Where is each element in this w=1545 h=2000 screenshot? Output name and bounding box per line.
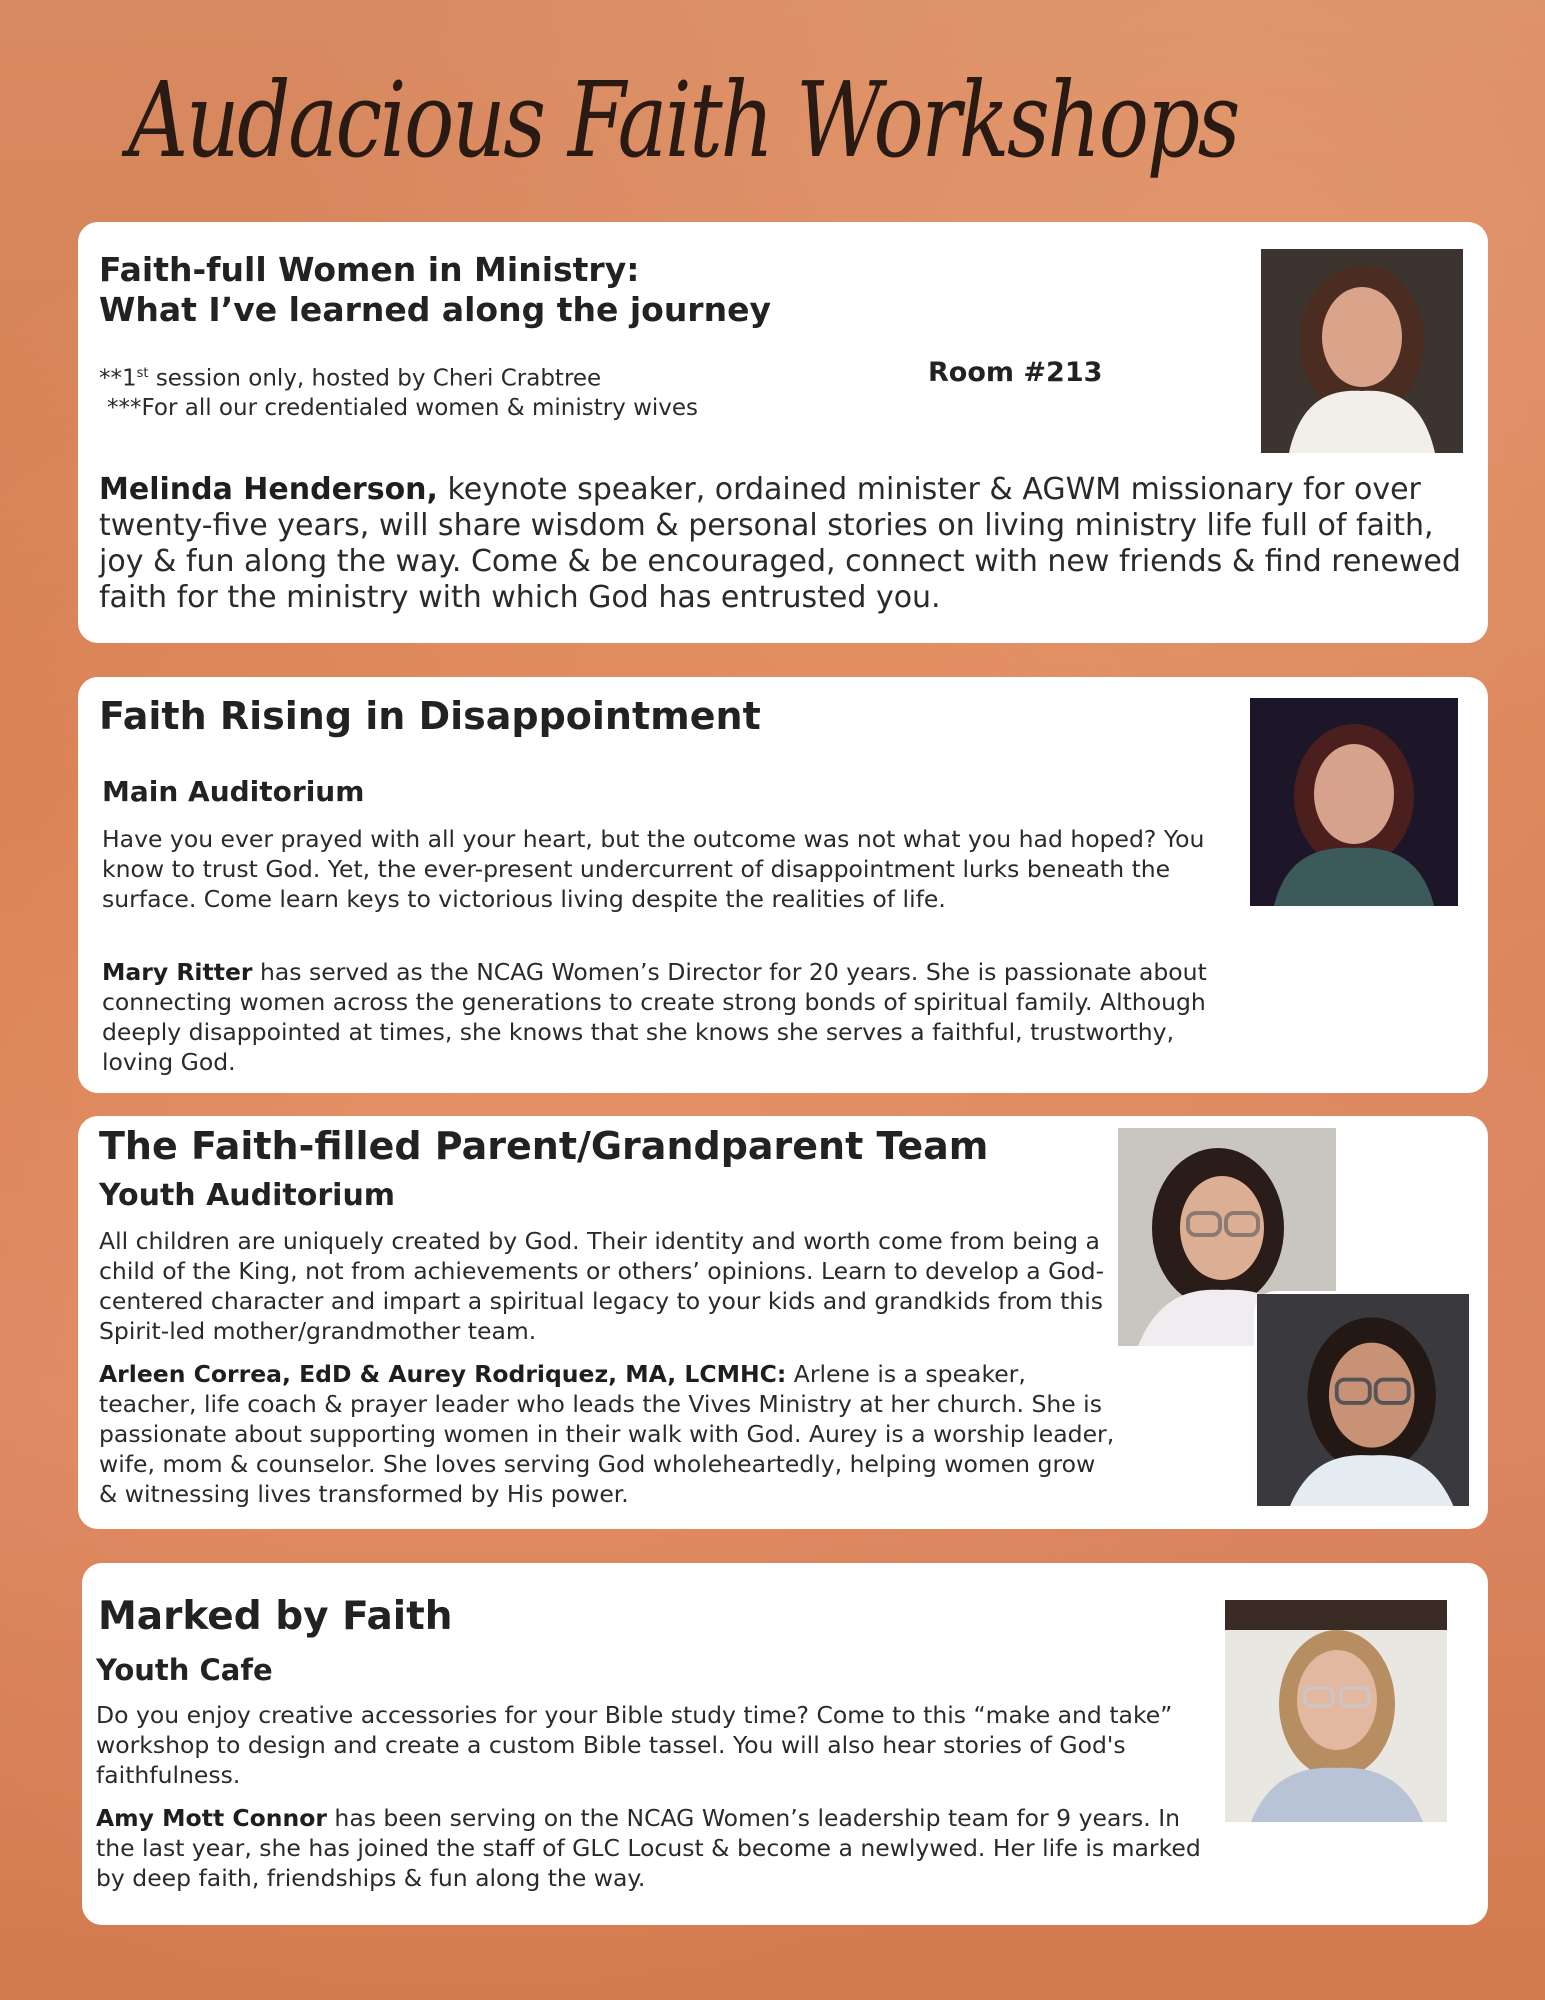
speaker-photo-amy bbox=[1225, 1600, 1447, 1822]
page-title bbox=[120, 28, 1270, 208]
workshop-description: Melinda Henderson, keynote speaker, ordained minister & AGWM missionary for over twenty-five years, will share wisdom & personal stories on living ministry life full of faith, joy & fun along the way. Come & be encouraged, connect with new friends & find renewed faith for the ministry with which God has entrusted you. bbox=[99, 472, 1461, 615]
workshop-card-1 bbox=[78, 222, 1488, 643]
speaker-bio: Arleen Correa, EdD & Aurey Rodriquez, MA, LCMHC: Arlene is a speaker, teacher, life coach & prayer leader who leads the Vives Ministry at her church. She is passionate about supporting women in their walk with God. Aurey is a worship leader, wife, mom & counselor. She loves serving God wholeheartedly, helping women grow & witnessing lives transformed by His power. bbox=[99, 1360, 1115, 1508]
speaker-name: Melinda Henderson, bbox=[99, 472, 438, 507]
portrait-icon bbox=[1261, 249, 1463, 453]
speaker-photo-melinda bbox=[1261, 249, 1463, 453]
workshop-description: Have you ever prayed with all your heart, but the outcome was not what you had hoped? You know to trust God. Yet, the ever-present undercurrent of disappointment lurks beneath the surface. Come learn keys to victorious living despite the realities of life. bbox=[102, 825, 1205, 913]
page-title-script bbox=[120, 28, 1270, 208]
workshop-description: All children are uniquely created by God. Their identity and worth come from being a child of the King, not from achievements or others’ opinions. Learn to develop a God-centered character and impart a spiritual legacy to your kids and grandkids from this Spirit-led mother/grandmother team. bbox=[99, 1227, 1105, 1345]
page-title-text: Audacious Faith Workshops bbox=[121, 59, 1238, 181]
workshop-title bbox=[99, 250, 771, 330]
speaker-name: Amy Mott Connor bbox=[96, 1804, 327, 1832]
workshop-card-3 bbox=[78, 1116, 1488, 1529]
workshop-description: Do you enjoy creative accessories for your Bible study time? Come to this “make and take” workshop to design and create a custom Bible tassel. You will also hear stories of God's faithfulness. bbox=[96, 1701, 1173, 1789]
portrait-icon bbox=[1225, 1600, 1447, 1822]
room-label: Room #213 bbox=[928, 357, 1103, 388]
workshop-title-line1: Faith-full Women in Ministry: bbox=[99, 250, 640, 289]
speaker-name: Arleen Correa, EdD & Aurey Rodriquez, MA, LCMHC: bbox=[99, 1360, 787, 1388]
location-label: Main Auditorium bbox=[102, 775, 365, 808]
workshop-title: Faith Rising in Disappointment bbox=[99, 694, 761, 738]
workshop-title: The Faith-filled Parent/Grandparent Team bbox=[99, 1124, 989, 1168]
workshop-title-line2: What I’ve learned along the journey bbox=[99, 290, 771, 329]
speaker-bio: Mary Ritter has served as the NCAG Women’s Director for 20 years. She is passionate about connecting women across the generations to create strong bonds of spiritual family. Although deeply disappointed at times, she knows that she knows she serves a faithful, trustworthy, loving God. bbox=[102, 958, 1207, 1076]
audience-note: ***For all our credentialed women & ministry wives bbox=[107, 394, 699, 421]
workshop-card-2 bbox=[78, 677, 1488, 1093]
location-label: Youth Auditorium bbox=[99, 1178, 396, 1213]
speaker-photo-aurey bbox=[1254, 1291, 1472, 1509]
speaker-name: Mary Ritter bbox=[102, 958, 253, 986]
portrait-icon bbox=[1250, 698, 1458, 906]
session-note: **1st session only, hosted by Cheri Crabtree ***For all our credentialed women & ministry wives bbox=[99, 365, 699, 421]
workshop-title: Marked by Faith bbox=[98, 1594, 453, 1639]
workshop-card-4 bbox=[82, 1563, 1488, 1925]
portrait-icon bbox=[1257, 1294, 1469, 1506]
location-label: Youth Cafe bbox=[96, 1653, 273, 1687]
speaker-bio: Amy Mott Connor has been serving on the NCAG Women’s leadership team for 9 years. In the last year, she has joined the staff of GLC Locust & become a newlywed. Her life is marked by deep faith, friendships & fun along the way. bbox=[96, 1804, 1201, 1892]
speaker-photo-mary bbox=[1250, 698, 1458, 906]
